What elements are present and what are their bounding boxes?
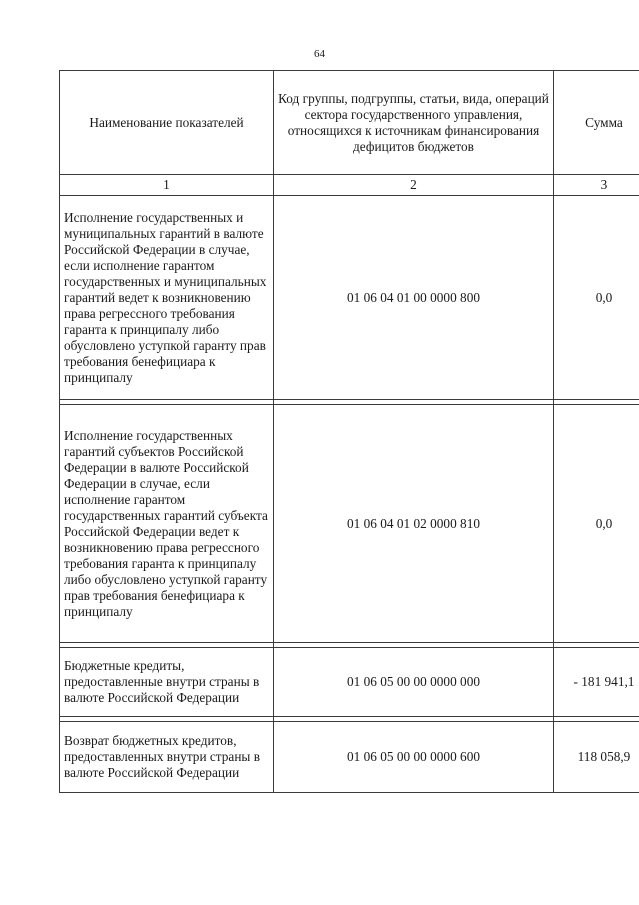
header-amount: Сумма bbox=[554, 71, 639, 175]
row-code: 01 06 04 01 02 0000 810 bbox=[274, 405, 554, 643]
table-row bbox=[60, 405, 639, 643]
column-number-3: 3 bbox=[554, 175, 639, 196]
budget-sources-table bbox=[59, 70, 639, 793]
page-number: 64 bbox=[314, 48, 325, 60]
column-number-1: 1 bbox=[60, 175, 274, 196]
row-amount: 0,0 bbox=[554, 405, 639, 643]
table-row bbox=[60, 648, 639, 717]
table-header-row bbox=[60, 71, 639, 175]
row-code: 01 06 05 00 00 0000 600 bbox=[274, 722, 554, 793]
row-code: 01 06 05 00 00 0000 000 bbox=[274, 648, 554, 717]
table-row bbox=[60, 196, 639, 400]
row-indicator-name: Исполнение государственных и муниципальных гарантий в валюте Российской Федерации в случае, если исполнение гарантом государственных и муниципальных гарантий ведет к возникновению права регрессного требования гаранта к принципалу либо обусловлено уступкой гаранту прав требования бенефициара к принципалу bbox=[60, 196, 274, 400]
row-amount: 0,0 bbox=[554, 196, 639, 400]
table-row bbox=[60, 722, 639, 793]
row-amount: 118 058,9 bbox=[554, 722, 639, 793]
row-indicator-name: Бюджетные кредиты, предоставленные внутри страны в валюте Российской Федерации bbox=[60, 648, 274, 717]
column-number-row bbox=[60, 175, 639, 196]
row-amount: - 181 941,1 bbox=[554, 648, 639, 717]
row-indicator-name: Возврат бюджетных кредитов, предоставленных внутри страны в валюте Российской Федерации bbox=[60, 722, 274, 793]
header-indicator-name: Наименование показателей bbox=[60, 71, 274, 175]
column-number-2: 2 bbox=[274, 175, 554, 196]
row-code: 01 06 04 01 00 0000 800 bbox=[274, 196, 554, 400]
row-indicator-name: Исполнение государственных гарантий субъектов Российской Федерации в валюте Российской Федерации в случае, если исполнение гарантом государственных гарантий субъекта Российской Федерации ведет к возникновению права регрессного требования гаранта к принципалу либо обусловлено уступкой гаранту прав требования бенефициара к принципалу bbox=[60, 405, 274, 643]
header-classification-code: Код группы, подгруппы, статьи, вида, операций сектора государственного управления, относящихся к источникам финансирования дефицитов бюджетов bbox=[274, 71, 554, 175]
